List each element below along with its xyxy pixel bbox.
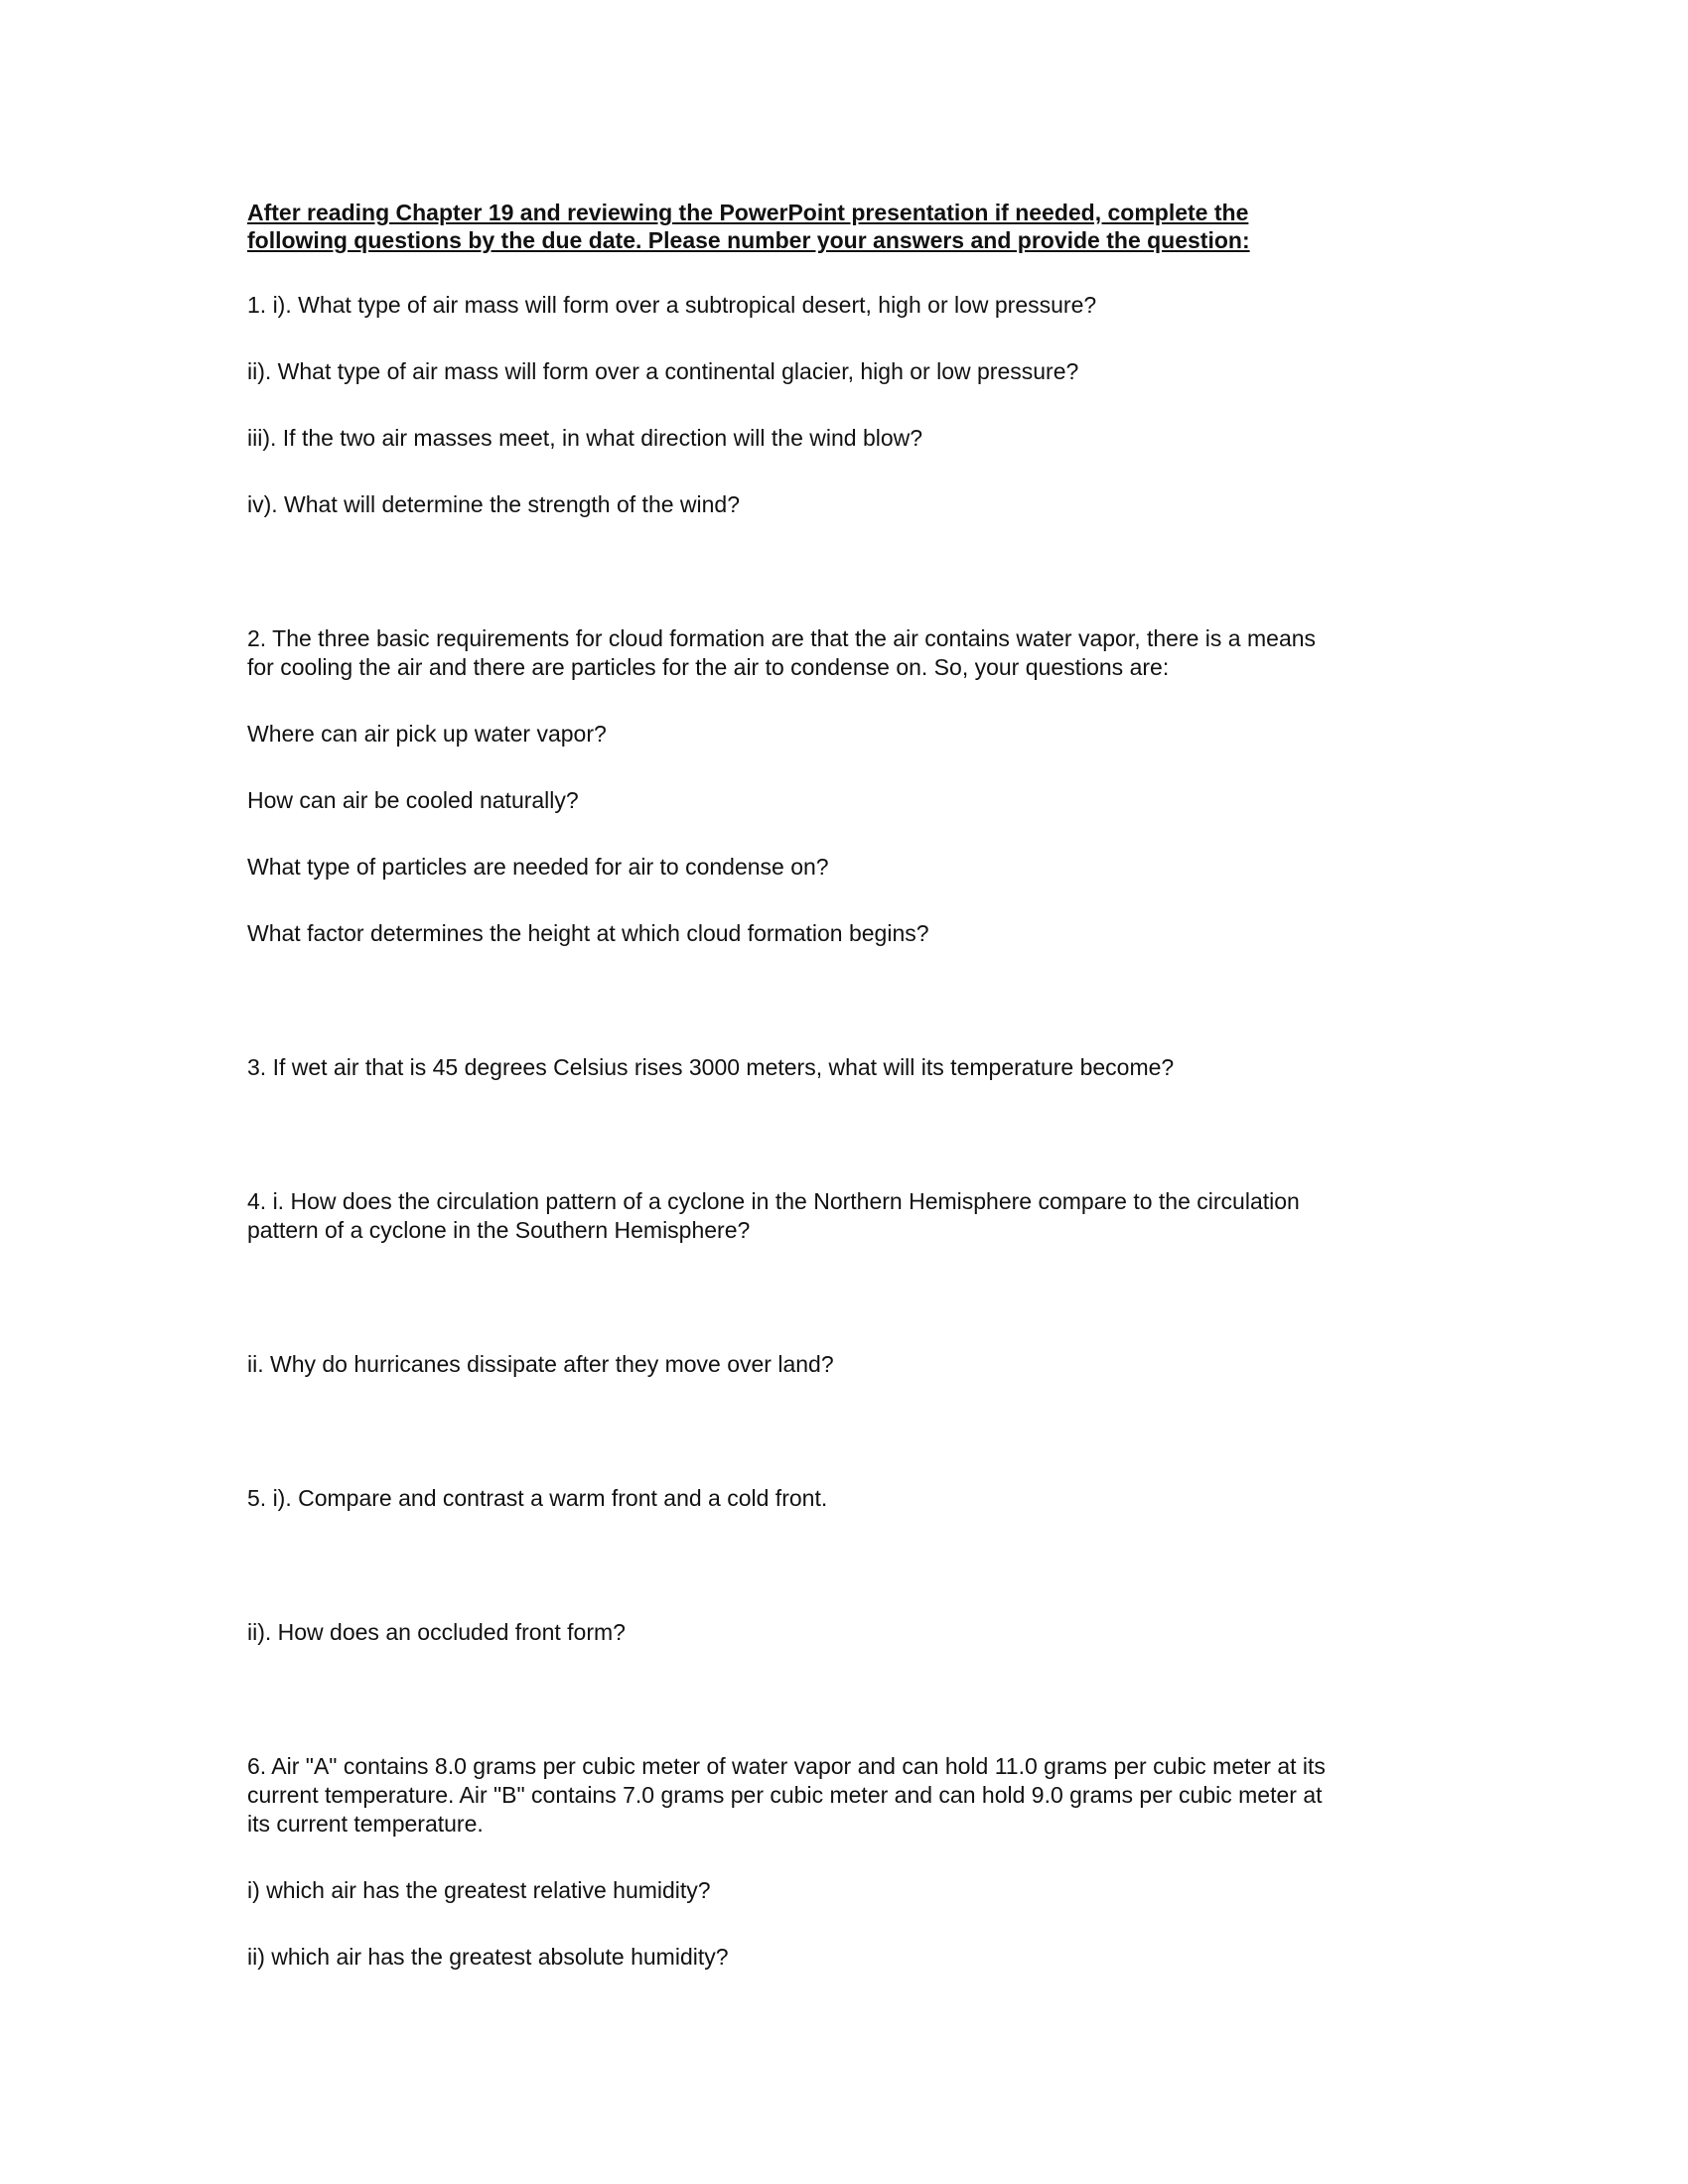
question-2-b: How can air be cooled naturally? bbox=[247, 787, 579, 813]
question-1-iii: iii). If the two air masses meet, in what direction will the wind blow? bbox=[247, 425, 923, 451]
question-1-ii: ii). What type of air mass will form over a continental glacier, high or low pressure? bbox=[247, 358, 1079, 384]
question-6 bbox=[247, 1752, 1439, 1972]
question-1-iv: iv). What will determine the strength of the wind? bbox=[247, 491, 741, 517]
question-2-c: What type of particles are needed for air to condense on? bbox=[247, 854, 829, 880]
question-1-i: 1. i). What type of air mass will form over a subtropical desert, high or low pressure? bbox=[247, 292, 1097, 318]
question-6-ii: ii) which air has the greatest absolute humidity? bbox=[247, 1944, 729, 1970]
question-6-i: i) which air has the greatest relative humidity? bbox=[247, 1877, 711, 1903]
question-3 bbox=[247, 1053, 1439, 1082]
question-1 bbox=[247, 291, 1439, 519]
question-6-intro-line-1: 6. Air "A" contains 8.0 grams per cubic meter of water vapor and can hold 11.0 grams per cubic meter at its bbox=[247, 1753, 1326, 1779]
question-2-intro-line-1: 2. The three basic requirements for cloud formation are that the air contains water vapor, there is a means bbox=[247, 625, 1317, 651]
question-5-ii: ii). How does an occluded front form? bbox=[247, 1619, 626, 1645]
question-3-text: 3. If wet air that is 45 degrees Celsius rises 3000 meters, what will its temperature become? bbox=[247, 1054, 1175, 1080]
worksheet-page bbox=[247, 199, 1439, 1972]
question-4-i-line-1: 4. i. How does the circulation pattern of a cyclone in the Northern Hemisphere compare to the circulation bbox=[247, 1188, 1300, 1214]
question-6-intro-line-2: current temperature. Air "B" contains 7.0 grams per cubic meter and can hold 9.0 grams per cubic meter at bbox=[247, 1782, 1323, 1808]
instructions-line-1: After reading Chapter 19 and reviewing the PowerPoint presentation if needed, complete the bbox=[247, 200, 1249, 225]
question-4-ii: ii. Why do hurricanes dissipate after they move over land? bbox=[247, 1351, 834, 1377]
question-2 bbox=[247, 624, 1439, 948]
instructions-heading bbox=[247, 199, 1439, 254]
question-6-intro-line-3: its current temperature. bbox=[247, 1811, 484, 1837]
instructions-line-2: following questions by the due date. Please number your answers and provide the question: bbox=[247, 227, 1250, 253]
question-5-i: 5. i). Compare and contrast a warm front and a cold front. bbox=[247, 1485, 828, 1511]
question-2-d: What factor determines the height at which cloud formation begins? bbox=[247, 920, 929, 946]
question-2-a: Where can air pick up water vapor? bbox=[247, 721, 607, 747]
question-4-i-line-2: pattern of a cyclone in the Southern Hemisphere? bbox=[247, 1217, 751, 1243]
question-4 bbox=[247, 1187, 1439, 1379]
question-2-intro-line-2: for cooling the air and there are particles for the air to condense on. So, your questions are: bbox=[247, 654, 1170, 680]
question-5 bbox=[247, 1484, 1439, 1647]
